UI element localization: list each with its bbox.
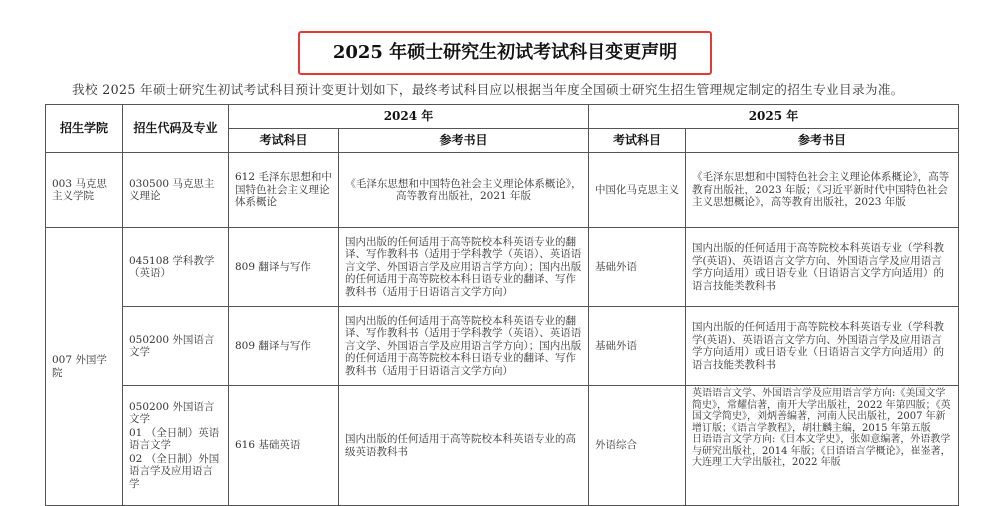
header-books-2024: 参考书目 <box>339 129 589 153</box>
subject-2025-cell: 基础外语 <box>589 228 686 307</box>
major-cell: 030500 马克思主义理论 <box>123 153 229 228</box>
intro-paragraph: 我校 2025 年硕士研究生初试考试科目预计变更计划如下，最终考试科目应以根据当年度全国硕士研究生招生管理规定制定的招生专业目录为准。 <box>72 82 904 97</box>
subject-2024-cell: 809 翻译与写作 <box>229 307 339 386</box>
subject-2024-cell: 612 毛泽东思想和中国特色社会主义理论体系概论 <box>229 153 339 228</box>
subject-2024-cell: 616 基础英语 <box>229 386 339 506</box>
books-2024-cell: 国内出版的任何适用于高等院校本科英语专业的翻译、写作教科书（适用于学科教学（英语）、英语语言文学、外国语言学及应用语言学方向）；国内出版的任何适用于高等院校本科日语专业的翻译、写作教科书（适用于日语语言文学方向） <box>339 307 589 386</box>
college-cell: 007 外国学院 <box>46 228 123 506</box>
books-2025-cell: 国内出版的任何适用于高等院校本科英语专业（学科教学(英语)、英语语言文学方向、外国语言学及应用语言学方向适用）或日语专业（日语语言文学方向适用）的语言技能类教科书 <box>686 228 959 307</box>
books-2025-cell: 英语语言文学、外国语言学及应用语言学方向:《美国文学简史》，常耀信著，南开大学出版社，2022 年第四版；《英国文学简史》，刘炳善编著，河南人民出版社，2007 年新增订版；《语言学教程》，胡壮麟主编，2015 年第五版 日语语言文学方向:《日本文学史》，张如意编著，外语教学与研究出版社，2014 年版；《日语语言学概论》，崔崟著，大连理工大学出版社，2022 年版 <box>686 386 959 506</box>
major-line: 050200 外国语言文学 <box>129 400 215 426</box>
header-college: 招生学院 <box>46 105 123 153</box>
major-cell: 045108 学科教学（英语） <box>123 228 229 307</box>
major-cell: 050200 外国语言文学 <box>123 307 229 386</box>
header-subject-2024: 考试科目 <box>229 129 339 153</box>
header-books-2025: 参考书目 <box>686 129 959 153</box>
books-2024-cell: 国内出版的任何适用于高等院校本科英语专业的翻译、写作教科书（适用于学科教学（英语）、英语语言文学、外国语言学及应用语言学方向）；国内出版的任何适用于高等院校本科日语专业的翻译、写作教科书（适用于日语语言文学方向） <box>339 228 589 307</box>
subject-change-table <box>45 104 959 506</box>
table-row <box>46 153 959 228</box>
subject-2025-cell: 中国化马克思主义 <box>589 153 686 228</box>
subject-2024-cell: 809 翻译与写作 <box>229 228 339 307</box>
books-2025-cell: 《毛泽东思想和中国特色社会主义理论体系概论》，高等教育出版社，2023 年版；《习近平新时代中国特色社会主义思想概论》，高等教育出版社，2023 年版 <box>686 153 959 228</box>
major-cell <box>123 386 229 506</box>
subject-2025-cell: 基础外语 <box>589 307 686 386</box>
books-2024-cell: 国内出版的任何适用于高等院校本科英语专业的高级英语教科书 <box>339 386 589 506</box>
major-line: 01 （全日制）英语语言文学 <box>129 426 220 452</box>
table-row <box>46 307 959 386</box>
college-cell: 003 马克思主义学院 <box>46 153 123 228</box>
header-2025: 2025 年 <box>589 105 959 129</box>
subject-2025-cell: 外语综合 <box>589 386 686 506</box>
major-line: 02 （全日制）外国语言学及应用语言学 <box>129 452 220 490</box>
books-2024-cell: 《毛泽东思想和中国特色社会主义理论体系概论》，高等教育出版社，2021 年版 <box>339 153 589 228</box>
header-2024: 2024 年 <box>229 105 589 129</box>
page-title: 2025 年硕士研究生初试考试科目变更声明 <box>332 42 678 63</box>
books-2025-cell: 国内出版的任何适用于高等院校本科英语专业（学科教学(英语)、英语语言文学方向、外国语言学及应用语言学方向适用）或日语专业（日语语言文学方向适用）的语言技能类教科书 <box>686 307 959 386</box>
header-subject-2025: 考试科目 <box>589 129 686 153</box>
header-major: 招生代码及专业 <box>123 105 229 153</box>
table-row <box>46 386 959 506</box>
table-row <box>46 228 959 307</box>
